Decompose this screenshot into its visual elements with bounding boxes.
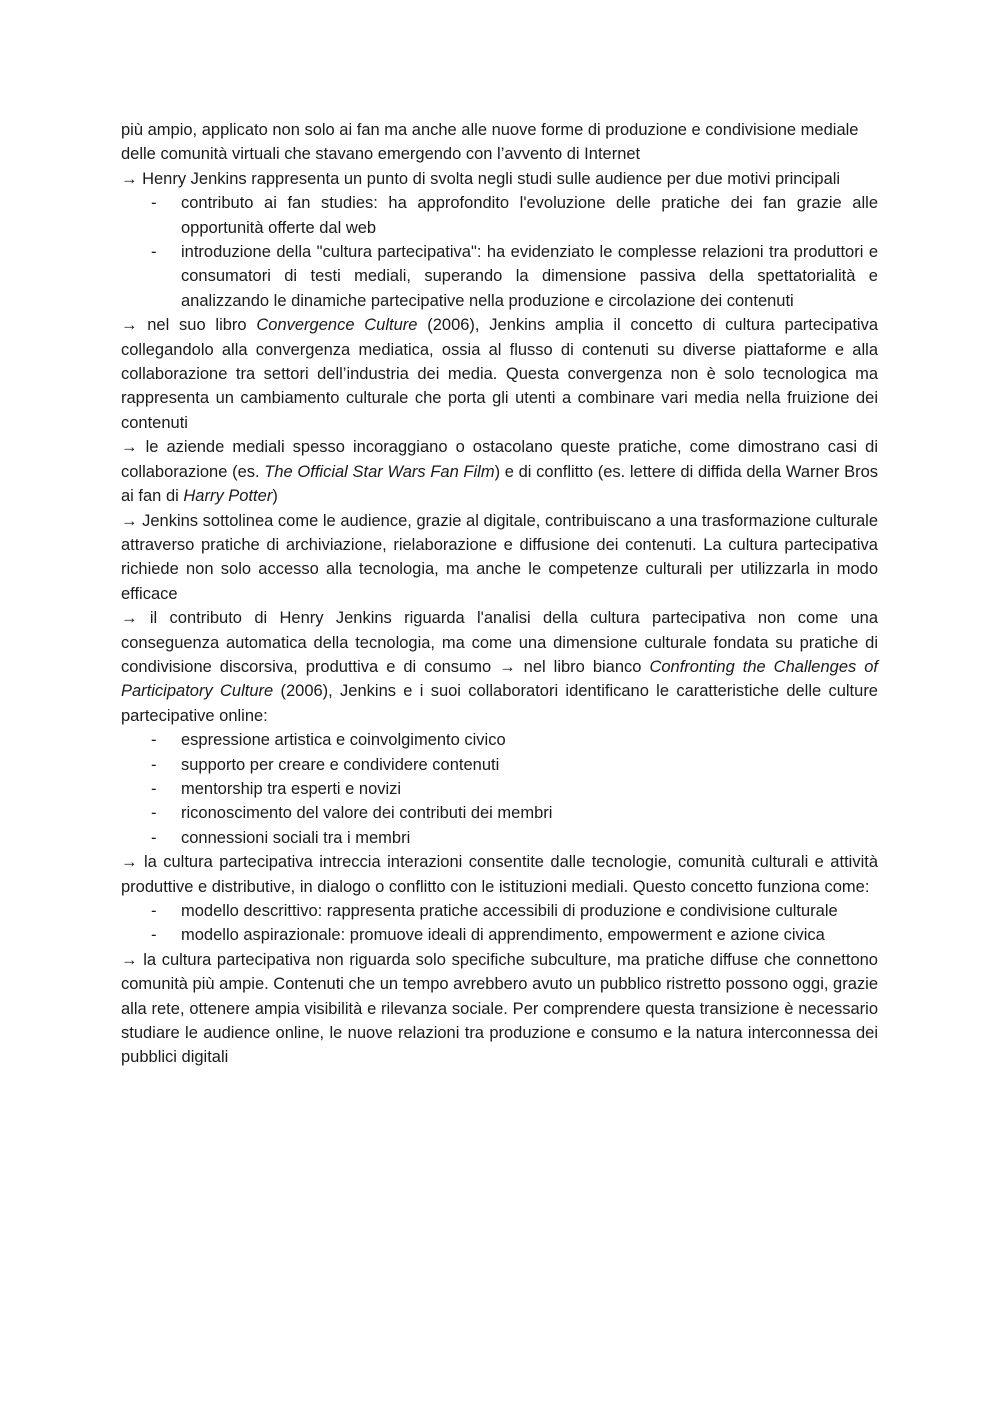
text: → nel suo libro bbox=[121, 316, 257, 335]
list-item-text: mentorship tra esperti e novizi bbox=[181, 779, 402, 798]
list-item-text: modello aspirazionale: promuove ideali di apprendimento, empowerment e azione civica bbox=[181, 926, 825, 945]
dash-marker: - bbox=[151, 779, 157, 798]
dash-marker: - bbox=[151, 243, 157, 262]
list-item bbox=[121, 240, 878, 313]
bullet-list bbox=[121, 728, 878, 850]
book-title: Confronting the Challenges of Participatory Culture bbox=[121, 657, 878, 701]
dash-marker: - bbox=[151, 926, 157, 945]
list-item bbox=[121, 826, 878, 850]
text: (2006), Jenkins amplia il concetto di cultura partecipativa collegandolo alla convergenza mediatica, ossia al flusso di contenuti su diverse piattaforme e alla collaborazione tra settori dell’industria dei media. Questa convergenza non è solo tecnologica ma rappresenta un cambiamento culturale che porta gli utenti a combinare vari media nella fruizione dei contenuti bbox=[121, 316, 879, 432]
text: ) e di conflitto (es. lettere di diffida della Warner Bros ai fan di bbox=[121, 462, 878, 506]
dash-marker: - bbox=[151, 755, 157, 774]
list-item bbox=[121, 899, 878, 923]
paragraph bbox=[121, 435, 878, 508]
paragraph bbox=[121, 606, 878, 728]
list-item bbox=[121, 923, 878, 947]
dash-marker: - bbox=[151, 194, 157, 213]
text: (2006), Jenkins e i suoi collaboratori identificano le caratteristiche delle culture partecipative online: bbox=[121, 682, 878, 725]
book-title: Harry Potter bbox=[183, 487, 273, 506]
bullet-list bbox=[121, 899, 878, 948]
paragraph bbox=[121, 313, 878, 435]
list-item-text: espressione artistica e coinvolgimento civico bbox=[181, 731, 506, 750]
film-title: The Official Star Wars Fan Film bbox=[264, 462, 495, 481]
bullet-list bbox=[121, 191, 878, 313]
list-item-text: riconoscimento del valore dei contributi dei membri bbox=[181, 804, 553, 823]
document-body bbox=[121, 118, 878, 1070]
dash-marker: - bbox=[151, 804, 157, 823]
dash-marker: - bbox=[151, 731, 157, 750]
list-item bbox=[121, 753, 878, 777]
paragraph: → la cultura partecipativa non riguarda solo specifiche subculture, ma pratiche diffuse che connettono comunità più ampie. Contenuti che un tempo avrebbero avuto un pubblico ristretto possono oggi, grazie alla rete, ottenere ampia visibilità e rilevanza sociale. Per comprendere questa transizione è necessario studiare le audience online, le nuove relazioni tra produzione e consumo e la natura interconnessa dei pubblici digitali bbox=[121, 950, 878, 1067]
paragraph: più ampio, applicato non solo ai fan ma anche alle nuove forme di produzione e condivisione mediale delle comunità virtuali che stavano emergendo con l’avvento di Internet bbox=[121, 121, 859, 164]
book-title: Convergence Culture bbox=[256, 316, 418, 335]
text: → il contributo di Henry Jenkins riguarda l'analisi della cultura partecipativa non come una conseguenza automatica della tecnologia, ma come una dimensione culturale fondata su pratiche di condivisione discorsiva, produttiva e di consumo → nel libro bianco bbox=[121, 609, 878, 676]
list-item-text: introduzione della "cultura partecipativa": ha evidenziato le complesse relazioni tra produttori e consumatori di testi mediali, superando la dimensione passiva della spettatorialità e analizzando le dinamiche partecipative nella produzione e circolazione dei contenuti bbox=[181, 243, 878, 310]
text: ) bbox=[272, 487, 278, 506]
list-item-text: supporto per creare e condividere contenuti bbox=[181, 755, 500, 774]
list-item-text: connessioni sociali tra i membri bbox=[181, 828, 411, 847]
list-item-text: contributo ai fan studies: ha approfondito l'evoluzione delle pratiche dei fan grazie alle opportunità offerte dal web bbox=[181, 194, 878, 237]
dash-marker: - bbox=[151, 828, 157, 847]
dash-marker: - bbox=[151, 902, 157, 920]
list-item bbox=[121, 801, 878, 825]
paragraph: → Henry Jenkins rappresenta un punto di svolta negli studi sulle audience per due motivi principali bbox=[121, 169, 841, 188]
paragraph: → la cultura partecipativa intreccia interazioni consentite dalle tecnologie, comunità culturali e attività produttive e distributive, in dialogo o conflitto con le istituzioni mediali. Questo concetto funziona come: bbox=[121, 853, 878, 896]
list-item bbox=[121, 728, 878, 752]
list-item-text: modello descrittivo: rappresenta pratiche accessibili di produzione e condivisione culturale bbox=[181, 902, 838, 920]
list-item bbox=[121, 191, 878, 240]
list-item bbox=[121, 777, 878, 801]
text: → le aziende mediali spesso incoraggiano o ostacolano queste pratiche, come dimostrano casi di collaborazione (es. bbox=[121, 438, 878, 481]
paragraph: → Jenkins sottolinea come le audience, grazie al digitale, contribuiscano a una trasformazione culturale attraverso pratiche di archiviazione, rielaborazione e diffusione dei contenuti. La cultura partecipativa richiede non solo accesso alla tecnologia, ma anche le competenze culturali per utilizzarla in modo efficace bbox=[121, 511, 878, 603]
